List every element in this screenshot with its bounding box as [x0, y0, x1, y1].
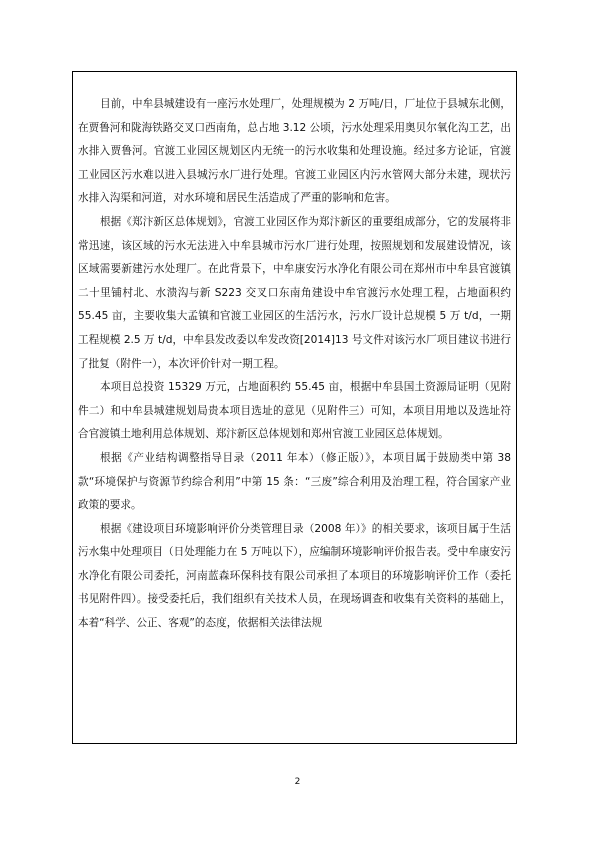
paragraph-eia-classification: 根据《建设项目环境影响评价分类管理目录（2008 年）》的相关要求，该项目属于生活污水集中处理项目（日处理能力在 5 万吨以下），应编制环境影响评价报告表。受中牟康安污水净化有限公司委托，河南蓝森环保科技有限公司承担了本项目的环境影响评价工作（委托书见附件四）。接受委托后，我们组织有关技术人员，在现场调查和收集有关资料的基础上，本着“科学、公正、客观”的态度，依据相关法律法规 — [78, 522, 511, 630]
paragraph-planning-background: 根据《郑汴新区总体规划》，官渡工业园区作为郑汴新区的重要组成部分，它的发展将非常迅速，该区域的污水无法进入中牟县城市污水厂进行处理，按照规划和发展建设情况，该区域需要新建污水处理厂。在此背景下，中牟康安污水净化有限公司在郑州市中牟县官渡镇二十里铺村北、水溃沟与新 S223 交叉口东南角建设中牟官渡污水处理工程，占地面积约 55.45 亩，主要收集大孟镇和官渡工业园区的生活污水，污水厂设计总规模 5 万 t/d，一期工程规模 2.5 万 t/d，中牟县发改委以牟发改资[2014]13 号文件对该污水厂项目建议书进行了批复（附件一），本次评价针对一期工程。 — [78, 215, 511, 370]
page-number: 2 — [294, 777, 301, 787]
paragraph-industrial-policy: 根据《产业结构调整指导目录（2011 年本）（修正版）》，本项目属于鼓励类中第 38 款“环境保护与资源节约综合利用”中第 15 条：“三废”综合利用及治理工程，符合国家产业政策的要求。 — [78, 451, 511, 512]
content-frame — [72, 71, 517, 744]
body-text — [78, 93, 511, 636]
paragraph-investment-site: 本项目总投资 15329 万元，占地面积约 55.45 亩，根据中牟县国土资源局证明（见附件二）和中牟县城建规划局贵本项目选址的意见（见附件三）可知，本项目用地以及选址符合官渡镇土地利用总体规划、郑汴新区总体规划和郑州官渡工业园区总体规划。 — [78, 381, 511, 441]
paragraph-current-status: 目前，中牟县城建设有一座污水处理厂，处理规模为 2 万吨/日，厂址位于县城东北侧，在贾鲁河和陇海铁路交叉口西南角，总占地 3.12 公顷，污水处理采用奥贝尔氧化沟工艺，出水排入贾鲁河。官渡工业园区规划区内无统一的污水收集和处理设施。经过多方论证，官渡工业园区污水难以进入县城污水厂进行处理。官渡工业园区内污水管网大部分未建，现状污水排入沟渠和河道，对水环境和居民生活造成了严重的影响和危害。 — [78, 98, 511, 205]
